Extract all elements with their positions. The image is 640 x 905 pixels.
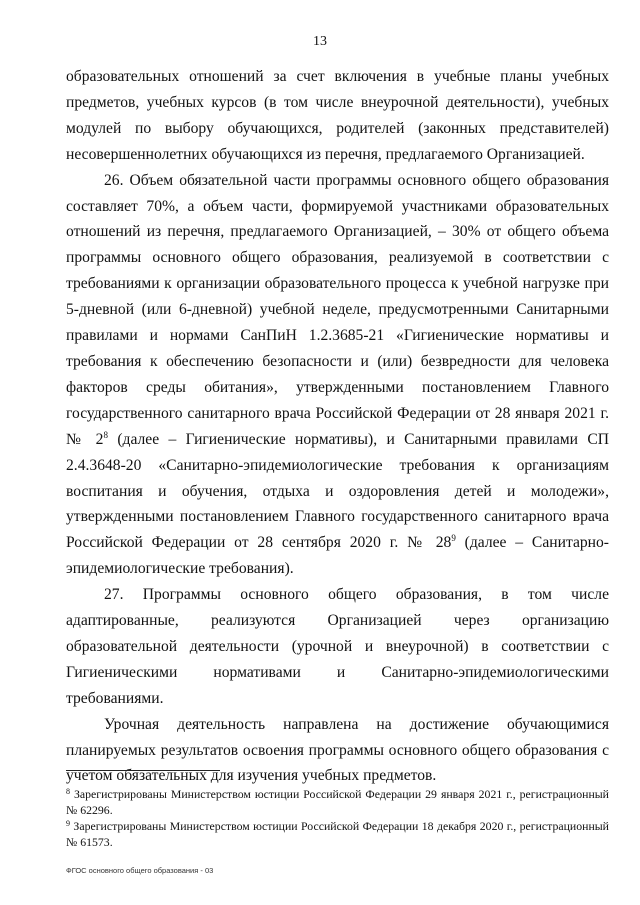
paragraph-27: 27. Программы основного общего образования, в том числе адаптированные, реализуются Организацией через организацию образовательной деятельности (урочной и внеурочной) в соответствии с Гигиеническими нормативами и Санитарно-эпидемиологическими требованиями. <box>66 586 609 707</box>
body-text <box>66 64 609 789</box>
paragraph-26-text-c: (далее – Санитарно-эпидемиологические требования). <box>66 534 609 578</box>
paragraph-continuation: образовательных отношений за счет включения в учебные планы учебных предметов, учебных курсов (в том числе внеурочной деятельности), учебных модулей по выбору обучающихся, родителей (законных представителей) несовершеннолетних обучающихся из перечня, предлагаемого Организацией. <box>66 68 609 163</box>
page-number: 13 <box>313 34 327 49</box>
footnote-text: Зарегистрированы Министерством юстиции Российской Федерации 18 декабря 2020 г., регистрационный № 61573. <box>66 819 609 849</box>
footnote-ref-9: 9 <box>451 533 456 544</box>
footer-code: ФГОС основного общего образования - 03 <box>66 866 214 875</box>
footnote-marker: 8 <box>66 787 70 796</box>
paragraph-26-text-b: (далее – Гигиенические нормативы), и Санитарными правилами СП 2.4.3648-20 «Санитарно-эпидемиологические требования к организациям воспитания и обучения, отдыха и оздоровления детей и молодежи», утвержденными постановлением Главного государственного санитарного врача Российской Федерации от 28 сентября 2020 г. № 28 <box>66 430 609 552</box>
paragraph-26 <box>66 168 609 583</box>
footnote-marker: 9 <box>66 819 70 828</box>
paragraph-26-text-a: 26. Объем обязательной части программы основного общего образования составляет 70%, а объем части, формируемой участниками образовательных отношений из перечня, предлагаемого Организацией, – 30% от общего объема программы основного общего образования, реализуемой в соответствии с требованиями к организации образовательного процесса к учебной нагрузке при 5-дневной (или 6-дневной) учебной неделе, предусмотренными Санитарными правилами и нормами СанПиН 1.2.3685-21 «Гигиенические нормативы и требования к обеспечению безопасности и (или) безвредности для человека факторов среды обитания», утвержденными постановлением Главного государственного санитарного врача Российской Федерации от 28 января 2021 г. № 2 <box>66 171 609 448</box>
footnote-8 <box>66 786 609 818</box>
paragraph-lesson-activity: Урочная деятельность направлена на достижение обучающимися планируемых результатов освоения программы основного общего образования с учетом обязательных для изучения учебных предметов. <box>66 715 609 785</box>
footnote-text: Зарегистрированы Министерством юстиции Российской Федерации 29 января 2021 г., регистрационный № 62296. <box>66 787 609 817</box>
footnotes <box>66 786 609 850</box>
footnote-separator <box>66 770 220 771</box>
footnote-ref-8: 8 <box>103 429 108 440</box>
footnote-9 <box>66 818 609 850</box>
